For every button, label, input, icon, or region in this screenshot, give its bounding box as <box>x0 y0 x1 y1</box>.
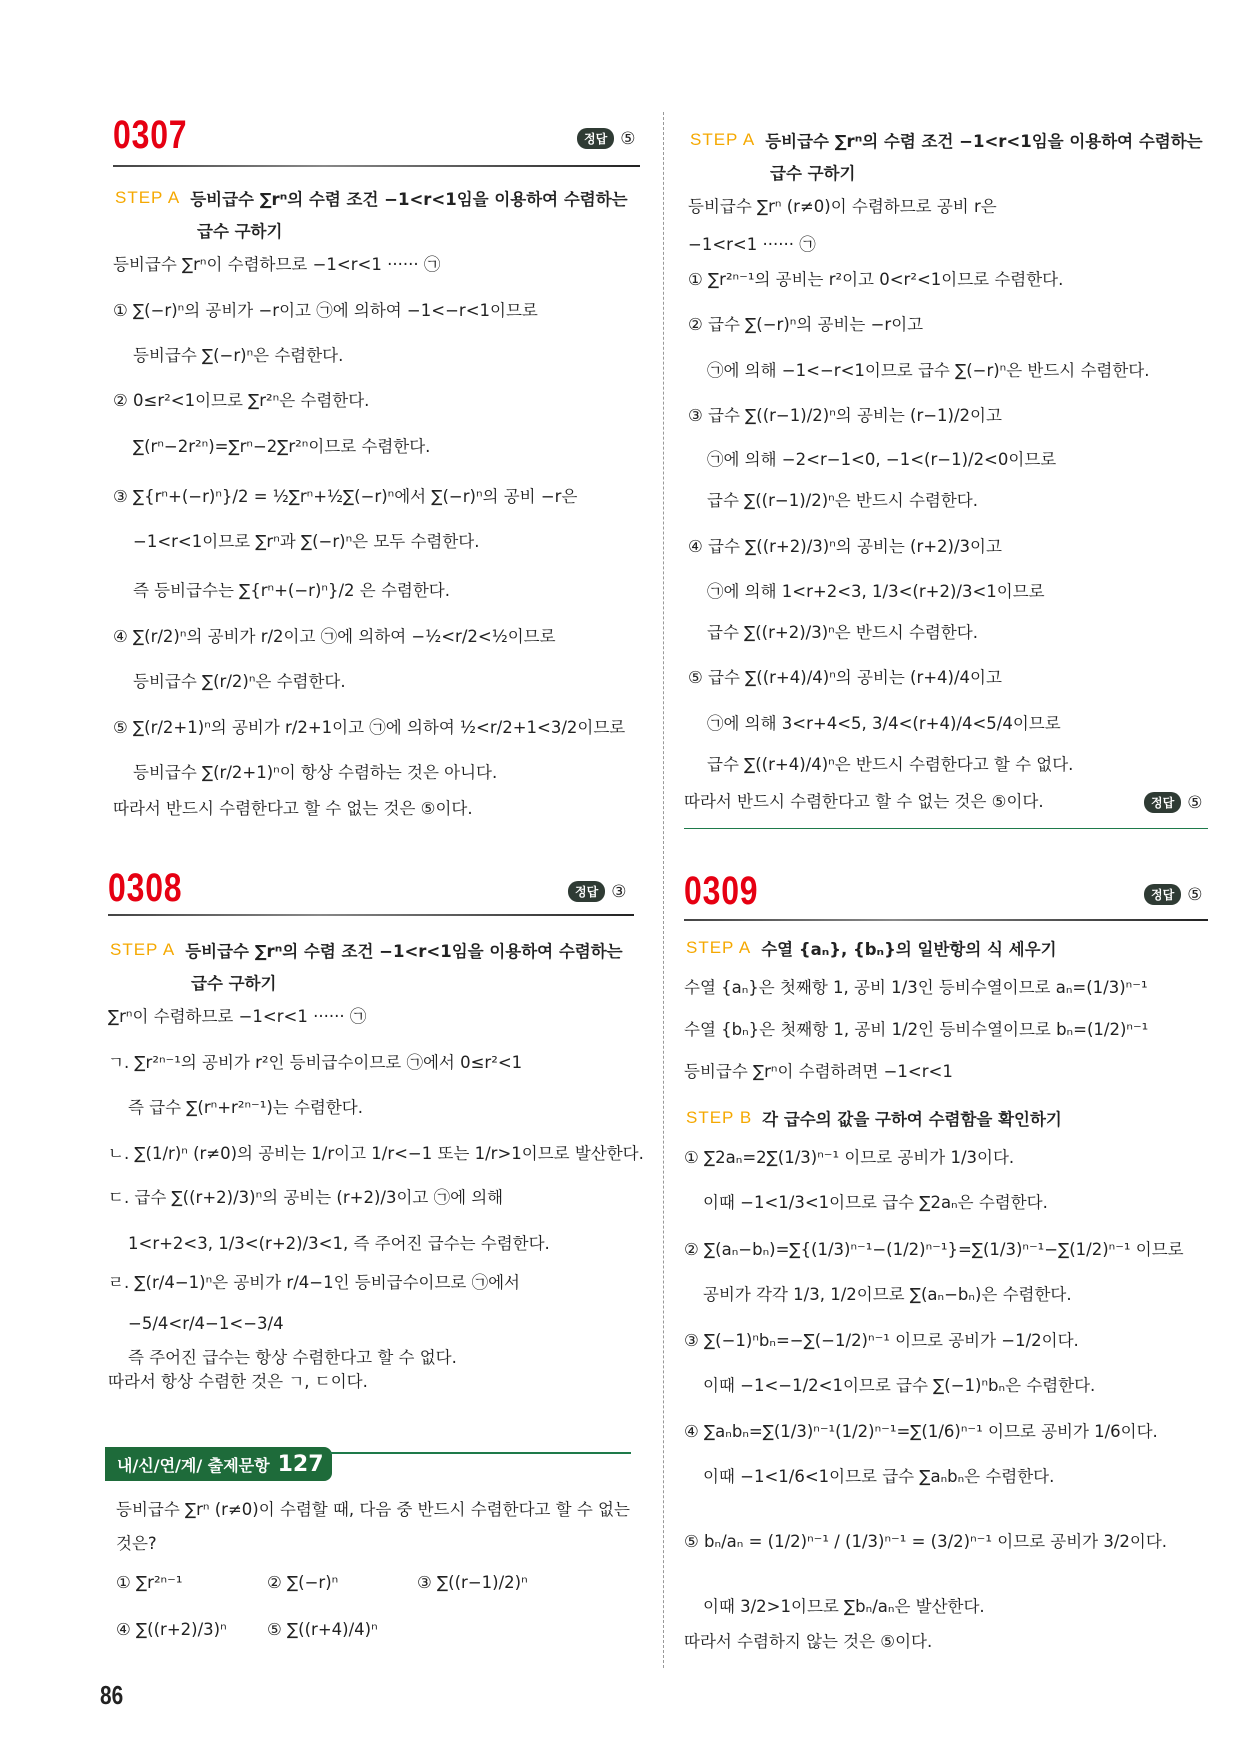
solution-line: 급수 ∑((r−1)/2)ⁿ은 반드시 수렴한다. <box>707 491 978 510</box>
solution-line: 즉 주어진 급수는 항상 수렴한다고 할 수 없다. <box>128 1348 457 1367</box>
solution-line: 등비급수 ∑(−r)ⁿ은 수렴한다. <box>133 346 344 365</box>
solution-line: ⑤ bₙ/aₙ = (1/2)ⁿ⁻¹ / (1/3)ⁿ⁻¹ = (3/2)ⁿ⁻¹ 이므로 공비가 3/2이다. <box>684 1532 1168 1551</box>
step-title: 등비급수 ∑rⁿ의 수렴 조건 −1<r<1임을 이용하여 수렴하는 <box>190 190 628 209</box>
step-title-cont: 급수 구하기 <box>197 222 283 241</box>
step-title: 각 급수의 값을 구하여 수렴함을 확인하기 <box>762 1110 1062 1129</box>
answer-value: ③ <box>611 881 627 902</box>
solution-line: −1<r<1 ······ ㉠ <box>688 235 816 254</box>
answer-badge <box>568 881 626 902</box>
choice-3: ③ ∑((r−1)/2)ⁿ <box>417 1573 528 1592</box>
solution-line: ① ∑2aₙ=2∑(1/3)ⁿ⁻¹ 이므로 공비가 1/3이다. <box>684 1148 1015 1167</box>
answer-label: 정답 <box>577 128 614 149</box>
solution-line: ⑤ ∑(r/2+1)ⁿ의 공비가 r/2+1이고 ㉠에 의하여 ½<r/2+1<3/2이므로 <box>113 718 626 737</box>
step-title: 등비급수 ∑rⁿ의 수렴 조건 −1<r<1임을 이용하여 수렴하는 <box>185 942 623 961</box>
solution-line: ④ 급수 ∑((r+2)/3)ⁿ의 공비는 (r+2)/3이고 <box>688 537 1002 556</box>
step-tag: STEP A <box>686 938 752 957</box>
choice-1: ① ∑r²ⁿ⁻¹ <box>116 1573 183 1592</box>
answer-label: 정답 <box>1144 884 1181 905</box>
solution-line: −1<r<1이므로 ∑rⁿ과 ∑(−r)ⁿ은 모두 수렴한다. <box>133 532 480 551</box>
choice-4: ④ ∑((r+2)/3)ⁿ <box>116 1620 227 1639</box>
step-title: 등비급수 ∑rⁿ의 수렴 조건 −1<r<1임을 이용하여 수렴하는 <box>765 132 1203 151</box>
title-rule <box>113 165 640 167</box>
solution-line: 등비급수 ∑(r/2+1)ⁿ이 항상 수렴하는 것은 아니다. <box>133 763 498 782</box>
solution-line: ㉠에 의해 −1<−r<1이므로 급수 ∑(−r)ⁿ은 반드시 수렴한다. <box>707 361 1150 380</box>
answer-label: 정답 <box>568 881 605 902</box>
problem-number: 0307 <box>113 113 188 157</box>
solution-line: ② 급수 ∑(−r)ⁿ의 공비는 −r이고 <box>688 315 924 334</box>
choice-5: ⑤ ∑((r+4)/4)ⁿ <box>267 1620 378 1639</box>
choice-2: ② ∑(−r)ⁿ <box>267 1573 339 1592</box>
header-rule <box>330 1452 631 1454</box>
problem-number: 0309 <box>684 869 759 913</box>
answer-value: ⑤ <box>1187 884 1203 905</box>
problem-number: 0308 <box>108 866 183 910</box>
solution-line: ① ∑(−r)ⁿ의 공비가 −r이고 ㉠에 의하여 −1<−r<1이므로 <box>113 301 538 320</box>
question-text: 것은? <box>116 1534 157 1553</box>
solution-line: ② 0≤r²<1이므로 ∑r²ⁿ은 수렴한다. <box>113 391 370 410</box>
solution-line: 1<r+2<3, 1/3<(r+2)/3<1, 즉 주어진 급수는 수렴한다. <box>128 1234 550 1253</box>
title-rule <box>684 919 1208 921</box>
title-rule <box>108 914 634 916</box>
solution-line: 즉 급수 ∑(rⁿ+r²ⁿ⁻¹)는 수렴한다. <box>128 1098 363 1117</box>
solution-line: ③ 급수 ∑((r−1)/2)ⁿ의 공비는 (r−1)/2이고 <box>688 406 1002 425</box>
step-b-heading <box>686 1106 1062 1130</box>
solution-line: 등비급수 ∑rⁿ이 수렴하므로 −1<r<1 ······ ㉠ <box>113 255 441 274</box>
solution-line: −5/4<r/4−1<−3/4 <box>128 1314 284 1333</box>
step-title-cont: 급수 구하기 <box>770 164 856 183</box>
solution-line: 등비급수 ∑rⁿ (r≠0)이 수렴하므로 공비 r은 <box>688 197 997 216</box>
solution-line: ④ ∑(r/2)ⁿ의 공비가 r/2이고 ㉠에 의하여 −½<r/2<½이므로 <box>113 627 556 646</box>
step-title-cont: 급수 구하기 <box>191 974 277 993</box>
conclusion-line: 따라서 수렴하지 않는 것은 ⑤이다. <box>684 1632 933 1651</box>
solution-line: ④ ∑aₙbₙ=∑(1/3)ⁿ⁻¹(1/2)ⁿ⁻¹=∑(1/6)ⁿ⁻¹ 이므로 공비가 1/6이다. <box>684 1422 1158 1441</box>
answer-label: 정답 <box>1144 792 1181 813</box>
solution-line: ∑rⁿ이 수렴하므로 −1<r<1 ······ ㉠ <box>108 1007 367 1026</box>
solution-line: 등비급수 ∑rⁿ이 수렴하려면 −1<r<1 <box>684 1062 953 1081</box>
solution-line: ㄴ. ∑(1/r)ⁿ (r≠0)의 공비는 1/r이고 1/r<−1 또는 1/r>1이므로 발산한다. <box>108 1144 644 1163</box>
linked-problem-number: 127 <box>277 1451 324 1477</box>
section-end-rule <box>684 828 1208 829</box>
solution-line: 급수 ∑((r+4)/4)ⁿ은 반드시 수렴한다고 할 수 없다. <box>707 755 1074 774</box>
step-a-heading <box>690 128 1203 152</box>
solution-line: ③ ∑(−1)ⁿbₙ=−∑(−1/2)ⁿ⁻¹ 이므로 공비가 −1/2이다. <box>684 1331 1079 1350</box>
page-number: 86 <box>100 1680 124 1710</box>
solution-line: ㄷ. 급수 ∑((r+2)/3)ⁿ의 공비는 (r+2)/3이고 ㉠에 의해 <box>108 1188 504 1207</box>
solution-line: ⑤ 급수 ∑((r+4)/4)ⁿ의 공비는 (r+4)/4이고 <box>688 668 1002 687</box>
step-a-heading <box>110 938 623 962</box>
solution-line: 급수 ∑((r+2)/3)ⁿ은 반드시 수렴한다. <box>707 623 978 642</box>
answer-badge <box>577 128 635 149</box>
answer-value: ⑤ <box>620 128 636 149</box>
step-tag: STEP B <box>686 1108 753 1127</box>
solution-line: ② ∑(aₙ−bₙ)=∑{(1/3)ⁿ⁻¹−(1/2)ⁿ⁻¹}=∑(1/3)ⁿ⁻¹−∑(1/2)ⁿ⁻¹ 이므로 <box>684 1240 1184 1259</box>
step-title: 수열 {aₙ}, {bₙ}의 일반항의 식 세우기 <box>761 940 1057 959</box>
solution-line: 즉 등비급수는 ∑{rⁿ+(−r)ⁿ}/2 은 수렴한다. <box>133 581 450 600</box>
solution-line: 수열 {aₙ}은 첫째항 1, 공비 1/3인 등비수열이므로 aₙ=(1/3)ⁿ⁻¹ <box>684 978 1148 997</box>
solution-line: 이때 −1<1/6<1이므로 급수 ∑aₙbₙ은 수렴한다. <box>703 1467 1055 1486</box>
solution-line: 이때 −1<1/3<1이므로 급수 ∑2aₙ은 수렴한다. <box>703 1193 1048 1212</box>
answer-value: ⑤ <box>1187 792 1203 813</box>
solution-line: 등비급수 ∑(r/2)ⁿ은 수렴한다. <box>133 672 346 691</box>
solution-line: 수열 {bₙ}은 첫째항 1, 공비 1/2인 등비수열이므로 bₙ=(1/2)ⁿ⁻¹ <box>684 1020 1149 1039</box>
solution-line: ③ ∑{rⁿ+(−r)ⁿ}/2 = ½∑rⁿ+½∑(−r)ⁿ에서 ∑(−r)ⁿ의 공비 −r은 <box>113 487 578 506</box>
question-text: 등비급수 ∑rⁿ (r≠0)이 수렴할 때, 다음 중 반드시 수렴한다고 할 수 없는 <box>116 1500 630 1519</box>
solution-line: ∑(rⁿ−2r²ⁿ)=∑rⁿ−2∑r²ⁿ이므로 수렴한다. <box>133 437 431 456</box>
answer-badge <box>1144 792 1202 813</box>
solution-line: ㉠에 의해 −2<r−1<0, −1<(r−1)/2<0이므로 <box>707 450 1057 469</box>
linked-problem-header <box>105 1447 332 1481</box>
solution-line: ㉠에 의해 1<r+2<3, 1/3<(r+2)/3<1이므로 <box>707 582 1045 601</box>
solution-line: ㄹ. ∑(r/4−1)ⁿ은 공비가 r/4−1인 등비급수이므로 ㉠에서 <box>108 1273 520 1292</box>
solution-line: ㉠에 의해 3<r+4<5, 3/4<(r+4)/4<5/4이므로 <box>707 714 1061 733</box>
conclusion-line: 따라서 항상 수렴한 것은 ㄱ, ㄷ이다. <box>108 1372 368 1391</box>
step-tag: STEP A <box>690 130 756 149</box>
step-a-heading <box>115 186 628 210</box>
solution-line: 이때 −1<−1/2<1이므로 급수 ∑(−1)ⁿbₙ은 수렴한다. <box>703 1376 1096 1395</box>
solution-line: 이때 3/2>1이므로 ∑bₙ/aₙ은 발산한다. <box>703 1597 985 1616</box>
conclusion-line: 따라서 반드시 수렴한다고 할 수 없는 것은 ⑤이다. <box>113 799 473 818</box>
linked-header-label: 내/신/연/계/ 출제문항 <box>117 1455 270 1475</box>
solution-line: 공비가 각각 1/3, 1/2이므로 ∑(aₙ−bₙ)은 수렴한다. <box>703 1285 1072 1304</box>
column-divider <box>663 112 664 1668</box>
solution-line: ① ∑r²ⁿ⁻¹의 공비는 r²이고 0<r²<1이므로 수렴한다. <box>688 270 1064 289</box>
conclusion-line: 따라서 반드시 수렴한다고 할 수 없는 것은 ⑤이다. <box>684 792 1044 811</box>
solution-line: ㄱ. ∑r²ⁿ⁻¹의 공비가 r²인 등비급수이므로 ㉠에서 0≤r²<1 <box>108 1053 523 1072</box>
step-tag: STEP A <box>110 940 176 959</box>
answer-badge <box>1144 884 1202 905</box>
step-tag: STEP A <box>115 188 181 207</box>
step-a-heading <box>686 936 1057 960</box>
